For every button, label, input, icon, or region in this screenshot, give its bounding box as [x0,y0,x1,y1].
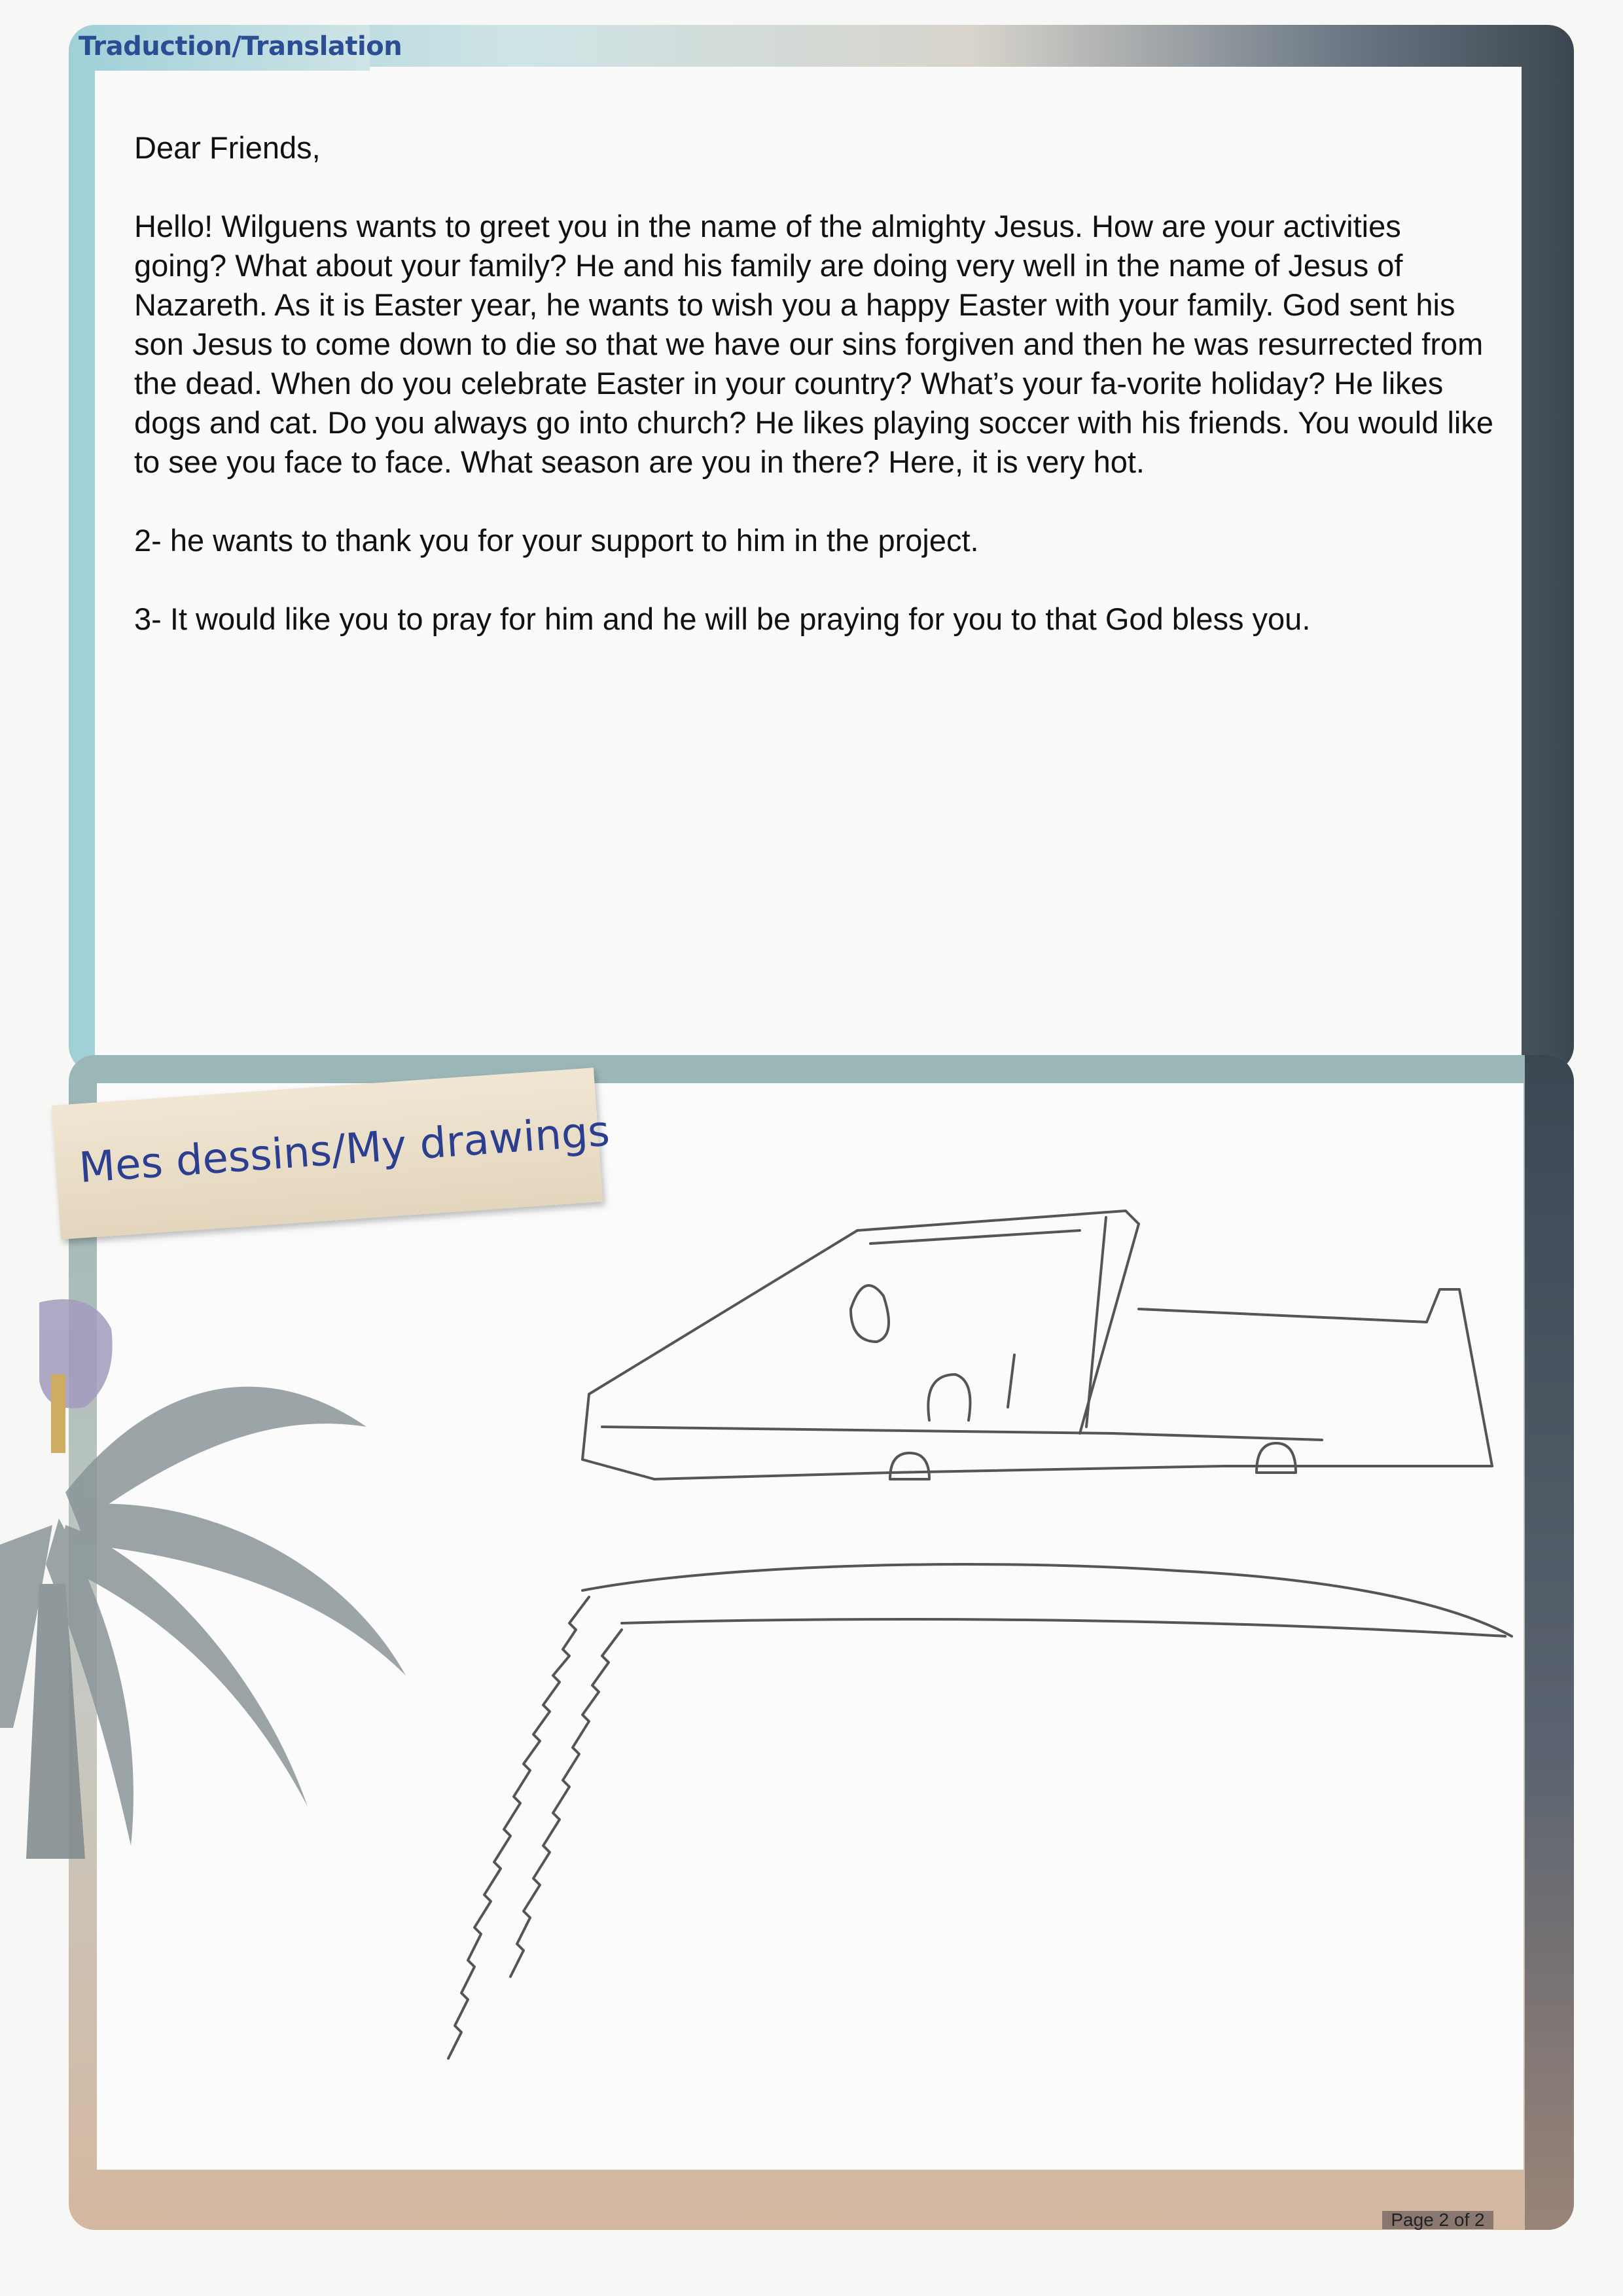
section-title: Traduction/Translation [79,31,402,62]
letter-paragraph-3: 3- It would like you to pray for him and he will be praying for you to that God bless you. [134,601,1311,636]
page-number: Page 2 of 2 [1382,2211,1493,2229]
car-drawing [448,1211,1512,2058]
drawings-title: Mes dessins/My drawings [77,1107,612,1193]
letter-paragraph-2: 2- he wants to thank you for your support to him in the project. [134,523,979,558]
letter-paragraph-1: Hello! Wilguens wants to greet you in the name of the almighty Jesus. How are your activities going? What about your family? He and his family are doing very well in the name of Jesus of Nazareth. As it is Easter year, he wants to wish you a happy Easter with your family. God sent his son Jesus to come down to die so that we have our sins forgiven and then he was resurrected from the dead. When do you celebrate Easter in your country? What’s your fa-vorite holiday? He likes dogs and cat. Do you always go into church? He likes playing soccer with his friends. You would like to see you face to face. What season are you in there? Here, it is very hot. [134,209,1493,479]
palm-tree-illustration [0,1299,406,1859]
salutation: Dear Friends, [134,130,321,165]
